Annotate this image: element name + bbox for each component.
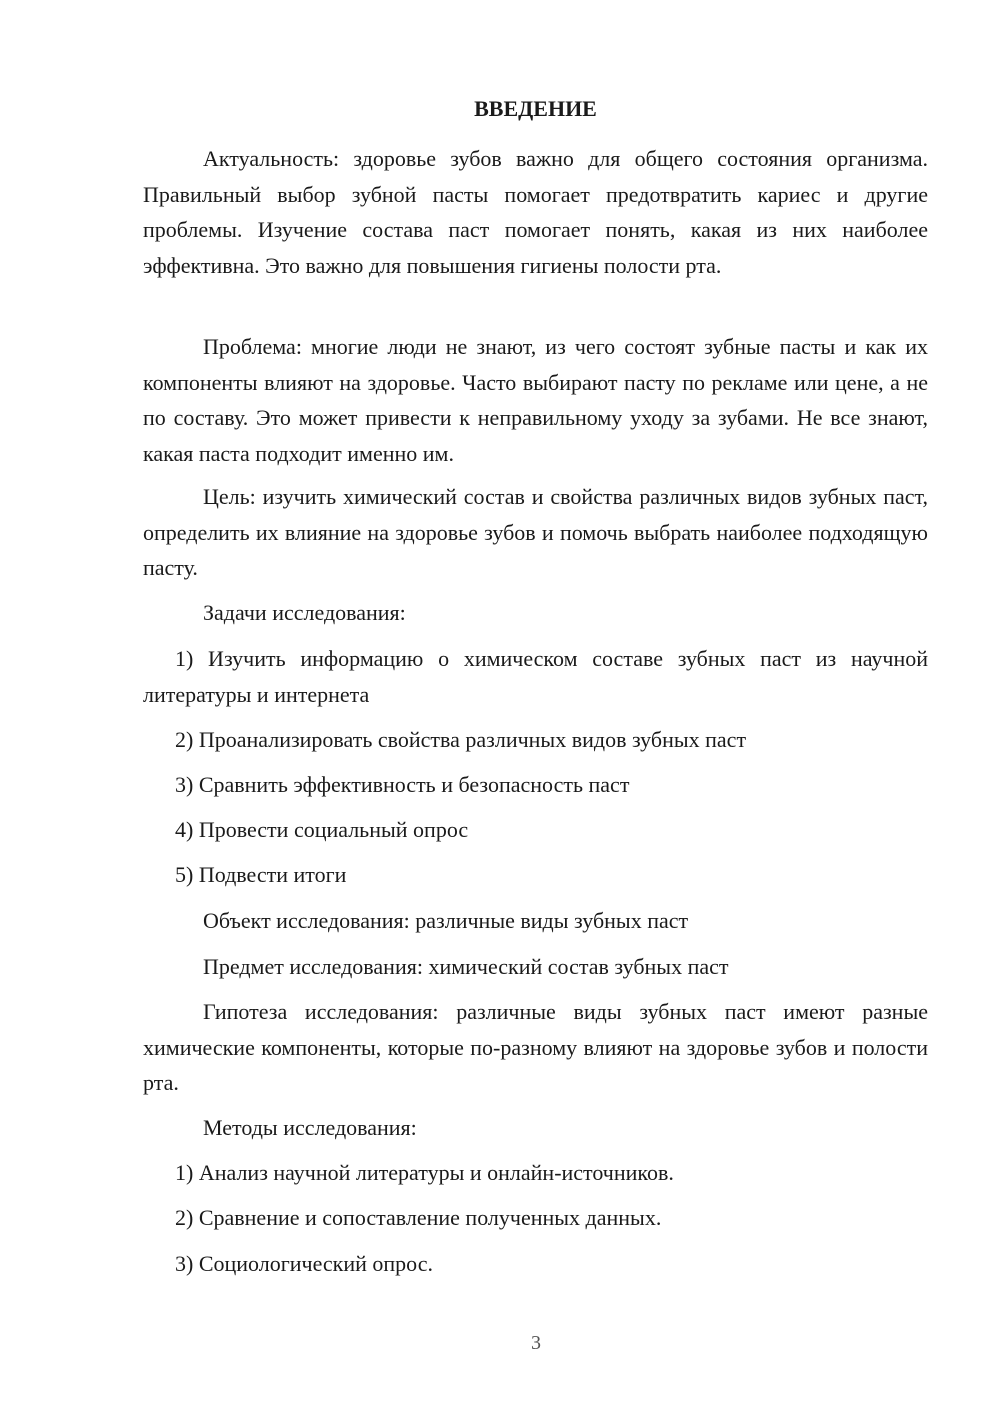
task-item-1: 1) Изучить информацию о химическом составе зубных паст из научной литературы и интернета	[143, 646, 928, 707]
problem-paragraph: Проблема: многие люди не знают, из чего состоят зубные пасты и как их компоненты влияют на здоровье. Часто выбирают пасту по рекламе или цене, а не по составу. Это может привести к неправильному уходу за зубами. Не все знают, какая паста подходит именно им.	[143, 334, 928, 466]
tasks-heading: Задачи исследования:	[203, 600, 406, 625]
page-number: 3	[531, 1332, 541, 1354]
method-item-2: 2) Сравнение и сопоставление полученных данных.	[175, 1205, 662, 1230]
page-title: ВВЕДЕНИЕ	[474, 96, 597, 121]
task-item-3: 3) Сравнить эффективность и безопасность паст	[175, 772, 630, 797]
research-subject: Предмет исследования: химический состав зубных паст	[203, 954, 729, 979]
hypothesis-paragraph: Гипотеза исследования: различные виды зубных паст имеют разные химические компоненты, которые по-разному влияют на здоровье зубов и полости рта.	[143, 999, 928, 1095]
relevance-paragraph: Актуальность: здоровье зубов важно для общего состояния организма. Правильный выбор зубной пасты помогает предотвратить кариес и другие проблемы. Изучение состава паст помогает понять, какая из них наиболее эффективна. Это важно для повышения гигиены полости рта.	[143, 146, 928, 278]
task-item-4: 4) Провести социальный опрос	[175, 817, 469, 842]
task-item-5: 5) Подвести итоги	[175, 862, 347, 887]
method-item-1: 1) Анализ научной литературы и онлайн-источников.	[175, 1160, 674, 1185]
task-item-2: 2) Проанализировать свойства различных видов зубных паст	[175, 727, 747, 752]
method-item-3: 3) Социологический опрос.	[175, 1251, 433, 1276]
research-object: Объект исследования: различные виды зубных паст	[203, 908, 689, 933]
goal-paragraph: Цель: изучить химический состав и свойства различных видов зубных паст, определить их влияние на здоровье зубов и помочь выбрать наиболее подходящую пасту.	[143, 484, 928, 580]
methods-heading: Методы исследования:	[203, 1115, 417, 1140]
